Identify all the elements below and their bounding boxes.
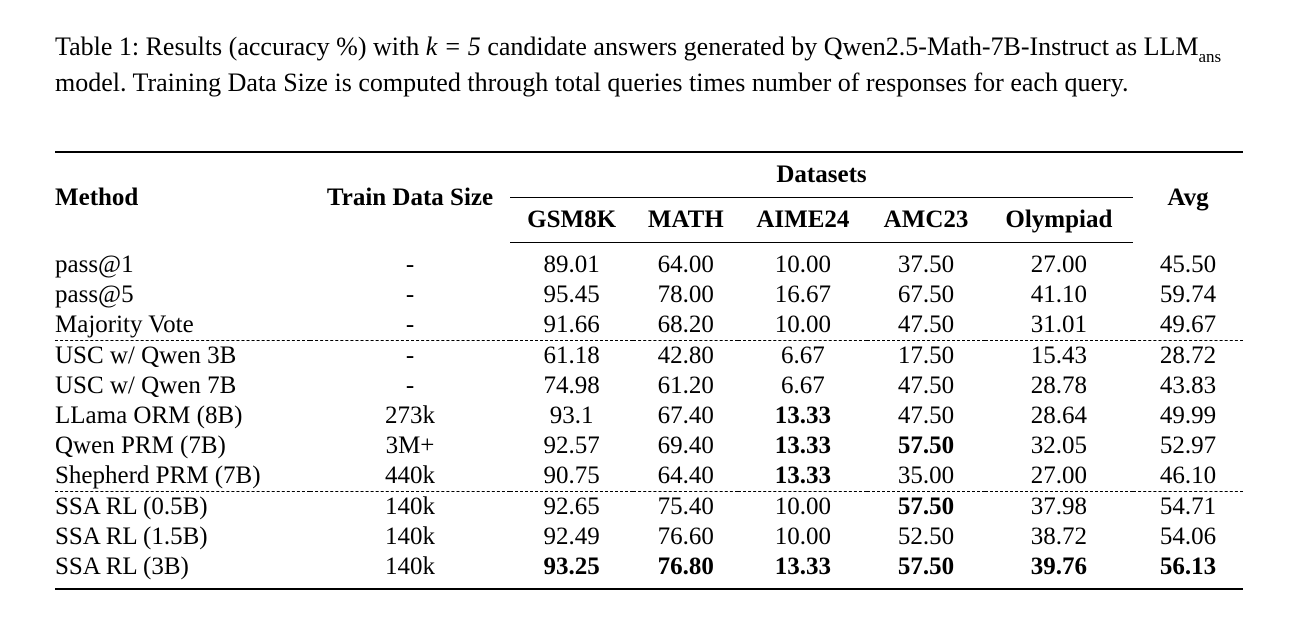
cell-math: 67.40 xyxy=(657,402,714,429)
cell-avg: 28.72 xyxy=(1133,341,1243,372)
table-row xyxy=(55,552,1243,589)
cell-gsm8k: 93.25 xyxy=(510,552,633,589)
cell-size: 140k xyxy=(385,523,435,550)
cell-olympiad: 32.05 xyxy=(1030,432,1087,459)
cell-method: SSA RL (3B) xyxy=(55,552,310,589)
cell-amc23: 57.50 xyxy=(867,492,984,523)
cell-method: pass@1 xyxy=(55,250,134,278)
cell-method: SSA RL (1.5B) xyxy=(55,523,208,550)
cell-method: Shepherd PRM (7B) xyxy=(55,462,261,489)
cell-olympiad: 28.78 xyxy=(1030,372,1087,399)
cell-amc23: 67.50 xyxy=(897,281,955,308)
cell-olympiad: 28.64 xyxy=(1030,402,1087,429)
cell-avg: 56.13 xyxy=(1133,552,1243,589)
caption-subscript: ans xyxy=(1198,47,1222,66)
header-olympiad: Olympiad xyxy=(985,198,1133,243)
table-row xyxy=(55,310,1243,341)
cell-olympiad: 31.01 xyxy=(1030,311,1087,338)
cell-method: SSA RL (0.5B) xyxy=(55,492,310,523)
table-row xyxy=(55,401,1243,431)
cell-amc23: 35.00 xyxy=(897,462,955,489)
table-row xyxy=(55,461,1243,492)
cell-gsm8k: 92.57 xyxy=(543,432,600,459)
cell-method: Qwen PRM (7B) xyxy=(55,432,226,459)
cell-aime24: 13.33 xyxy=(774,462,831,489)
cell-gsm8k: 74.98 xyxy=(543,372,600,399)
cell-method: USC w/ Qwen 7B xyxy=(55,372,237,399)
cell-olympiad: 39.76 xyxy=(985,552,1133,589)
caption-math-k: k = 5 xyxy=(425,32,481,61)
header-math: MATH xyxy=(633,198,738,243)
cell-gsm8k: 92.49 xyxy=(543,523,600,550)
cell-avg: 54.71 xyxy=(1133,492,1243,523)
table-row xyxy=(55,371,1243,401)
cell-gsm8k: 92.65 xyxy=(510,492,633,523)
header-gsm8k: GSM8K xyxy=(510,198,633,243)
cell-gsm8k: 90.75 xyxy=(543,462,600,489)
cell-method: Majority Vote xyxy=(55,311,194,338)
cell-olympiad: 37.98 xyxy=(985,492,1133,523)
table-caption xyxy=(55,30,1245,99)
table-row xyxy=(55,431,1243,461)
table-row xyxy=(55,492,1243,523)
cell-math: 78.00 xyxy=(657,281,714,308)
cell-olympiad: 41.10 xyxy=(1030,281,1087,308)
results-table xyxy=(55,151,1243,590)
cell-aime24: 16.67 xyxy=(774,281,831,308)
cell-method: USC w/ Qwen 3B xyxy=(55,341,310,372)
table-row xyxy=(55,243,1243,281)
cell-avg: 49.67 xyxy=(1159,311,1217,338)
header-datasets: Datasets xyxy=(510,152,1133,198)
cell-math: 69.40 xyxy=(657,432,714,459)
cell-math: 61.20 xyxy=(657,372,714,399)
cell-math: 75.40 xyxy=(633,492,738,523)
table-row xyxy=(55,341,1243,372)
cell-amc23: 47.50 xyxy=(897,402,955,429)
cell-math: 76.60 xyxy=(657,523,714,550)
cell-amc23: 57.50 xyxy=(897,432,955,459)
header-aime24: AIME24 xyxy=(738,198,867,243)
cell-gsm8k: 93.1 xyxy=(549,402,594,429)
caption-suffix: model. Training Data Size is computed through total queries times number of responses for each query. xyxy=(55,68,1129,97)
cell-size: - xyxy=(310,341,510,372)
cell-aime24: 10.00 xyxy=(774,523,831,550)
cell-amc23: 17.50 xyxy=(867,341,984,372)
header-avg: Avg xyxy=(1133,152,1243,243)
cell-aime24: 10.00 xyxy=(738,492,867,523)
cell-gsm8k: 89.01 xyxy=(543,251,600,278)
table-row xyxy=(55,280,1243,310)
cell-size: - xyxy=(405,281,415,308)
cell-size: - xyxy=(405,250,415,278)
cell-aime24: 13.33 xyxy=(774,402,831,429)
cell-avg: 45.50 xyxy=(1159,250,1217,278)
cell-olympiad: 27.00 xyxy=(1030,462,1087,489)
cell-size: - xyxy=(405,311,415,338)
cell-aime24: 10.00 xyxy=(774,311,831,338)
cell-avg: 46.10 xyxy=(1159,462,1217,489)
cell-gsm8k: 95.45 xyxy=(543,281,600,308)
cell-avg: 52.97 xyxy=(1159,432,1217,459)
cell-avg: 54.06 xyxy=(1159,523,1217,550)
caption-middle: candidate answers generated by Qwen2.5-Math-7B-Instruct as LLM xyxy=(480,32,1199,61)
cell-amc23: 47.50 xyxy=(897,311,955,338)
cell-math: 42.80 xyxy=(633,341,738,372)
caption-prefix: Table 1: Results (accuracy %) with xyxy=(55,32,426,61)
cell-aime24: 6.67 xyxy=(738,341,867,372)
cell-amc23: 47.50 xyxy=(897,372,955,399)
cell-amc23: 52.50 xyxy=(897,523,955,550)
cell-size: 440k xyxy=(385,462,435,489)
cell-math: 64.00 xyxy=(657,251,714,278)
cell-size: 140k xyxy=(310,552,510,589)
cell-method: pass@5 xyxy=(55,281,134,308)
cell-math: 64.40 xyxy=(657,462,714,489)
cell-math: 68.20 xyxy=(657,311,714,338)
cell-gsm8k: 61.18 xyxy=(510,341,633,372)
cell-size: - xyxy=(405,372,415,399)
cell-avg: 59.74 xyxy=(1159,281,1217,308)
header-amc23: AMC23 xyxy=(867,198,984,243)
cell-olympiad: 27.00 xyxy=(1030,251,1087,278)
cell-aime24: 6.67 xyxy=(780,372,825,399)
cell-aime24: 10.00 xyxy=(774,251,831,278)
cell-aime24: 13.33 xyxy=(738,552,867,589)
cell-avg: 49.99 xyxy=(1159,402,1217,429)
cell-size: 140k xyxy=(310,492,510,523)
cell-gsm8k: 91.66 xyxy=(543,311,600,338)
cell-avg: 43.83 xyxy=(1159,372,1217,399)
cell-olympiad: 15.43 xyxy=(985,341,1133,372)
cell-amc23: 57.50 xyxy=(867,552,984,589)
cell-amc23: 37.50 xyxy=(897,251,955,278)
cell-size: 3M+ xyxy=(385,432,435,459)
header-method: Method xyxy=(55,152,310,243)
cell-aime24: 13.33 xyxy=(774,432,831,459)
table-row xyxy=(55,522,1243,552)
cell-math: 76.80 xyxy=(633,552,738,589)
cell-method: LLama ORM (8B) xyxy=(55,402,243,429)
cell-size: 273k xyxy=(385,402,435,429)
header-train-data-size: Train Data Size xyxy=(310,152,510,243)
cell-olympiad: 38.72 xyxy=(1030,523,1087,550)
